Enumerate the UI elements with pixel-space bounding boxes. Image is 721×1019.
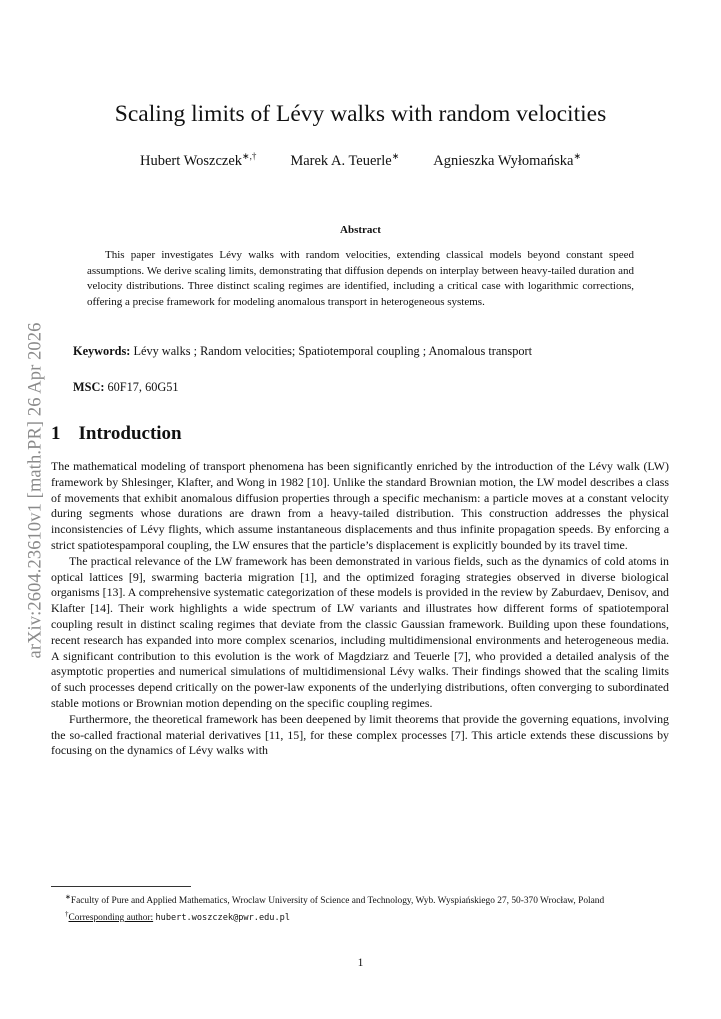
footnote-affiliation: [51, 891, 669, 908]
section-number: 1: [51, 423, 61, 444]
keywords-line: [73, 344, 532, 359]
author-name: Marek A. Teuerle: [290, 152, 392, 169]
author-affiliation-mark[interactable]: ∗,†: [242, 151, 257, 161]
corresponding-author-label: Corresponding author:: [68, 913, 154, 924]
body-paragraph: The practical relevance of the LW framework has been demonstrated in various fields, such as the dynamics of cold atoms in optical lattices [9], swarming bacteria migration [1], and the optimized foraging strategies observed in diverse biological organisms [13]. A comprehensive systematic categorization of these models is provided in the review by Zaburdaev, Denisov, and Klafter [14]. Their work highlights a wide spectrum of LW variants and illustrates how different forms of spatiotemporal coupling result in distinct scaling regimes that deviate from the classic Gaussian framework. Building upon these foundations, recent research has expanded into more complex scenarios, including multidimensional environments and heterogeneous media. A significant contribution to this evolution is the work of Magdziarz and Teuerle [7], who provided a detailed analysis of the asymptotic properties and numerical simulations of multidimensional Lévy walks. Their findings showed that the scaling limits of such processes depend critically on the power-law exponents of the underlying distributions, often converging to subordinated stable motions or Brownian motion depending on the specific coupling regimes.: [51, 553, 669, 710]
footnote-affiliation-text: Faculty of Pure and Applied Mathematics, Wroclaw University of Science and Technology, Wyb. Wyspiańskiego 27, 50-370 Wrocław, Poland: [70, 896, 605, 907]
keywords-text: Lévy walks ; Random velocities; Spatiotemporal coupling ; Anomalous transport: [133, 344, 533, 358]
msc-line: [73, 380, 179, 395]
footnote-corresponding: [51, 908, 669, 925]
footnote-mark: ∗: [65, 893, 71, 901]
author-1: [140, 151, 256, 170]
introduction-body: [51, 459, 669, 759]
msc-text: 60F17, 60G51: [107, 380, 179, 394]
author-name: Agnieszka Wyłomańska: [433, 152, 574, 169]
abstract-heading: Abstract: [340, 224, 381, 236]
keywords-label: Keywords:: [73, 344, 131, 358]
author-email-link[interactable]: hubert.woszczek@pwr.edu.pl: [155, 913, 290, 924]
body-paragraph: The mathematical modeling of transport phenomena has been significantly enriched by the introduction of the Lévy walk (LW) framework by Shlesinger, Klafter, and Wong in 1982 [10]. Unlike the standard Brownian motion, the LW model describes a class of movements that exhibit anomalous diffusion properties through a specific mechanism: a particle moves at a constant velocity during segments whose durations are drawn from a heavy-tailed distribution. This construction addresses the physical inconsistencies of Lévy flights, which assume instantaneous displacements and thus infinite propagation speeds. By enforcing a strict spatiotespamporal coupling, the LW ensures that the particle’s displacement is explicitly bounded by its travel time.: [51, 459, 669, 552]
msc-label: MSC:: [73, 380, 105, 394]
paper-title: Scaling limits of Lévy walks with random velocities: [114, 101, 607, 127]
author-affiliation-mark[interactable]: ∗: [391, 151, 400, 161]
author-affiliation-mark[interactable]: ∗: [573, 151, 582, 161]
author-name: Hubert Woszczek: [139, 152, 243, 169]
abstract-text: This paper investigates Lévy walks with random velocities, extending classical models beyond constant speed assumptions. We derive scaling limits, demonstrating that diffusion depends on interplay between heavy-tailed duration and velocity distributions. Three distinct scaling regimes are identified, including a critical case with logarithmic corrections, offering a precise framework for modeling anomalous transport in heterogeneous systems.: [87, 249, 634, 308]
page-number: 1: [357, 957, 364, 969]
arxiv-identifier-stamp[interactable]: arXiv:2604.23610v1 [math.PR] 26 Apr 2026: [25, 322, 46, 659]
body-paragraph: Furthermore, the theoretical framework has been deepened by limit theorems that provide the governing equations, involving the so-called fractional material derivatives [11, 15], for these complex processes [7]. This article extends these discussions by focusing on the dynamics of Lévy walks with: [51, 711, 669, 758]
author-2: [290, 151, 399, 170]
footnote-divider: [51, 886, 191, 887]
author-3: [433, 151, 581, 170]
section-heading: [51, 423, 182, 445]
section-title: Introduction: [78, 423, 182, 444]
footnote-mark: †: [65, 910, 69, 919]
author-list: [0, 151, 721, 170]
footnotes: [51, 891, 669, 925]
